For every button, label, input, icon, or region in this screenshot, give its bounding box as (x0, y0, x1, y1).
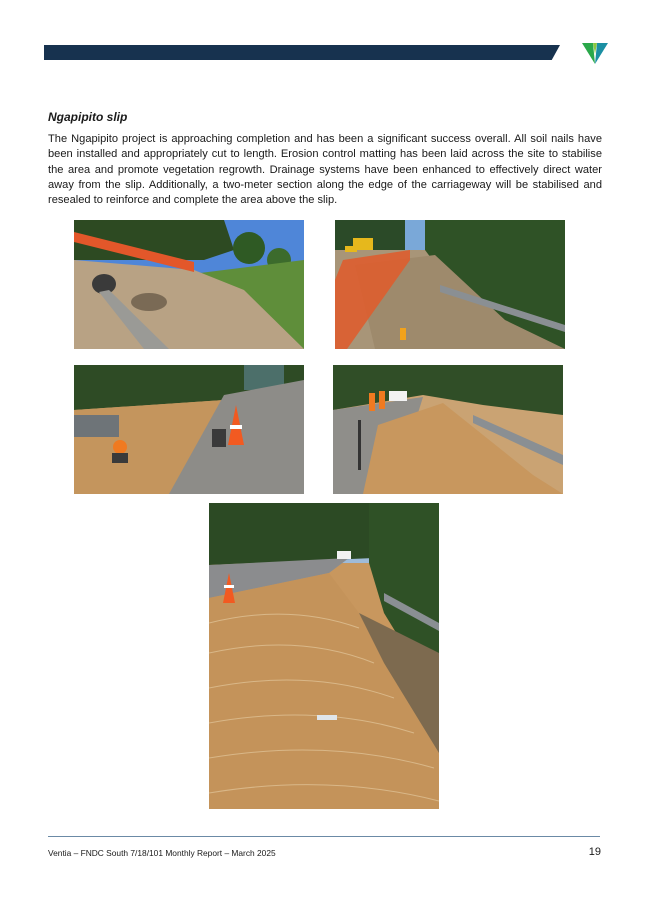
photo-excavator-site (335, 220, 565, 349)
page-number: 19 (588, 846, 601, 858)
photo-cones-gravel (74, 365, 304, 494)
photo-workers-matting (333, 365, 563, 494)
section-title: Ngapipito slip (48, 110, 128, 124)
photo-matting-slope (209, 503, 439, 809)
footer-text: Ventia – FNDC South 7/18/101 Monthly Report – March 2025 (48, 848, 276, 858)
ventia-logo-icon (582, 42, 608, 64)
photo-pipe-outlet (74, 220, 304, 349)
header-bar (44, 45, 560, 60)
footer-rule (48, 836, 600, 837)
section-body: The Ngapipito project is approaching completion and has been a significant success overall. All soil nails have been installed and appropriately cut to length. Erosion control matting has been laid across the site to stabilise the area and promote vegetation regrowth. Drainage systems have been enhanced to effectively direct water away from the slip. Additionally, a two-meter section along the edge of the carriageway will be stabilised and resealed to reinforce and complete the area above the slip. (48, 133, 602, 207)
